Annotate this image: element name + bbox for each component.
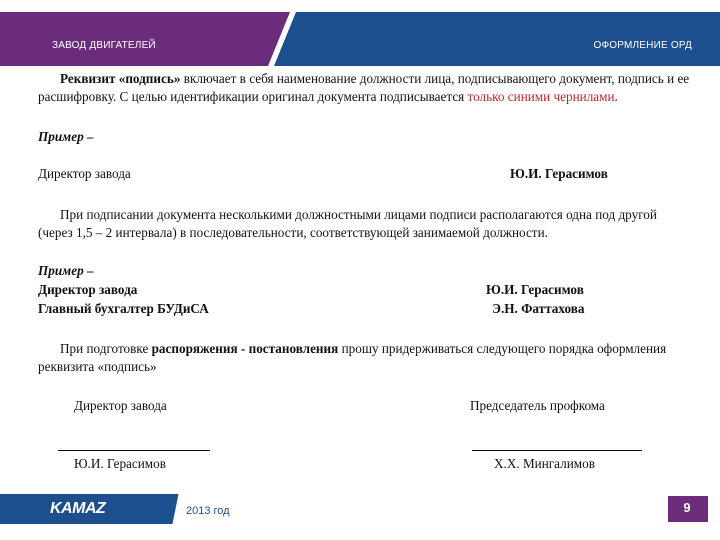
example-2-name-1: Ю.И. Герасимов <box>486 282 584 297</box>
paragraph-3-rest: прошу придерживаться следующего порядка оформления реквизита «подпись» <box>38 341 667 374</box>
signature-right-position: Председатель профкома <box>470 398 605 413</box>
example-1-position: Директор завода <box>38 166 131 181</box>
header-bar <box>0 0 720 66</box>
paragraph-2 <box>38 206 694 242</box>
paragraph-3 <box>38 340 694 376</box>
paragraph-2-text: При подписании документа несколькими должностными лицами подписи располагаются одна под другой (через 1,5 – 2 интервала) в последовательности, соответствующей занимаемой должности. <box>38 207 657 240</box>
header-left-title: ЗАВОД ДВИГАТЕЛЕЙ <box>52 40 156 51</box>
footer-year: 2013 год <box>186 505 230 517</box>
footer-background <box>0 494 720 524</box>
signature-right-line <box>472 450 642 451</box>
order-type: распоряжения - постановления <box>151 341 339 356</box>
kamaz-logo: KAMAZ <box>50 500 106 517</box>
header-background <box>0 0 720 66</box>
signature-left-name: Ю.И. Герасимов <box>74 456 166 471</box>
requisite-term: Реквизит «подпись» <box>60 71 181 86</box>
paragraph-1 <box>38 70 694 106</box>
paragraph-3-text: При подготовке <box>60 341 152 356</box>
paragraph-1-end: . <box>614 89 618 104</box>
signature-right-name: Х.Х. Мингалимов <box>494 456 595 471</box>
signature-left-line <box>58 450 210 451</box>
example-2-position-1: Директор завода <box>38 282 138 297</box>
example-1-label: Пример – <box>38 129 94 144</box>
paragraph-1-text: включает в себя наименование должности лица, подписывающего документ, подпись и ее расшифровку. С целью идентификации оригинал документа подписывается <box>38 71 690 104</box>
blue-ink-note: только синими чернилами <box>467 89 615 104</box>
signature-left-position: Директор завода <box>74 398 167 413</box>
header-right-title: ОФОРМЛЕНИЕ ОРД <box>593 40 692 51</box>
example-1-name: Ю.И. Герасимов <box>510 166 608 181</box>
example-2-label: Пример – <box>38 263 94 278</box>
example-2-position-2: Главный бухгалтер БУДиСА <box>38 301 209 316</box>
page-number: 9 <box>683 500 691 515</box>
example-2-name-2: Э.Н. Фаттахова <box>492 301 585 316</box>
footer-bar <box>0 494 720 524</box>
